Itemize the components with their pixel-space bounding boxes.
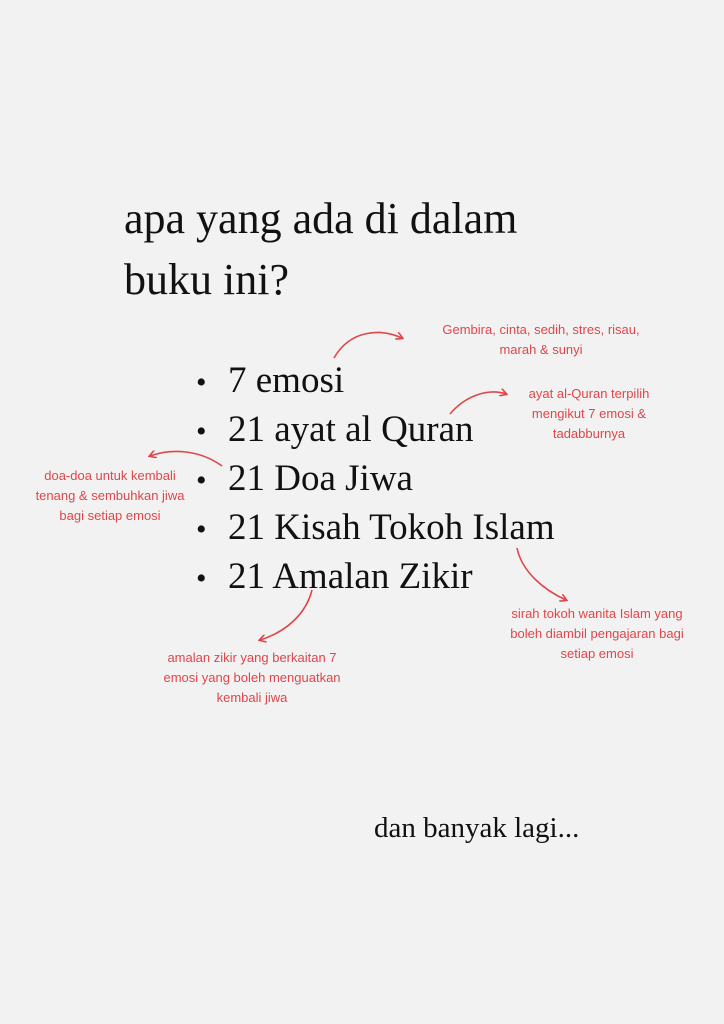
note-emosi-line-2: marah & sunyi bbox=[499, 342, 583, 357]
arrow-doa-icon bbox=[150, 451, 222, 466]
note-zikir-line-3: kembali jiwa bbox=[216, 690, 288, 705]
bullet-icon: • bbox=[196, 366, 207, 399]
list-item-label: 7 emosi bbox=[228, 360, 345, 401]
note-ayat-line-1: ayat al-Quran terpilih bbox=[528, 386, 650, 401]
note-doa-line-1: doa-doa untuk kembali bbox=[44, 468, 176, 483]
note-ayat-line-2: mengikut 7 emosi & bbox=[531, 406, 647, 421]
bullet-icon: • bbox=[196, 513, 207, 546]
list-item-label: 21 Doa Jiwa bbox=[228, 458, 413, 499]
title-line-1: apa yang ada di dalam bbox=[124, 194, 518, 243]
note-emosi-line-1: Gembira, cinta, sedih, stres, risau, bbox=[442, 322, 640, 337]
note-zikir-line-1: amalan zikir yang berkaitan 7 bbox=[167, 650, 337, 665]
footer-text: dan banyak lagi... bbox=[374, 812, 580, 844]
note-kisah-line-1: sirah tokoh wanita Islam yang bbox=[511, 606, 683, 621]
bullet-icon: • bbox=[196, 415, 207, 448]
arrow-zikir-icon bbox=[260, 590, 312, 640]
title-line-2: buku ini? bbox=[124, 255, 289, 304]
list-item-label: 21 Kisah Tokoh Islam bbox=[228, 507, 555, 548]
arrow-ayat-icon bbox=[450, 392, 506, 414]
note-doa-line-2: tenang & sembuhkan jiwa bbox=[35, 488, 185, 503]
bullet-icon: • bbox=[196, 464, 207, 497]
note-zikir-line-2: emosi yang boleh menguatkan bbox=[163, 670, 341, 685]
list-item-label: 21 ayat al Quran bbox=[228, 409, 474, 450]
note-doa-line-3: bagi setiap emosi bbox=[59, 508, 161, 523]
arrow-emosi-icon bbox=[334, 333, 402, 358]
bullet-icon: • bbox=[196, 562, 207, 595]
note-ayat-line-3: tadabburnya bbox=[552, 426, 626, 441]
arrow-kisah-icon bbox=[517, 548, 566, 600]
list-item-label: 21 Amalan Zikir bbox=[228, 556, 473, 597]
note-kisah-line-2: boleh diambil pengajaran bagi bbox=[510, 626, 684, 641]
note-kisah-line-3: setiap emosi bbox=[560, 646, 634, 661]
